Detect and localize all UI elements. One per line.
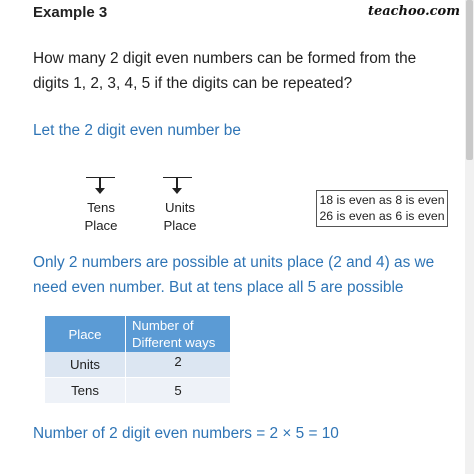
- ways-table: [45, 316, 230, 403]
- note-line2: 26 is even as 6 is even: [319, 209, 445, 223]
- table-row: [45, 352, 230, 378]
- table-header-row: [45, 316, 230, 352]
- question-text: How many 2 digit even numbers can be formed from the digits 1, 2, 3, 4, 5 if the digits can be repeated?: [33, 50, 417, 92]
- table-row: [45, 378, 230, 404]
- units-place-label: [155, 199, 205, 235]
- header-place: Place: [45, 316, 126, 352]
- units-label-line2: Place: [163, 218, 197, 233]
- header-ways-line1: Number of: [132, 318, 194, 333]
- row-ways-cell: 5: [126, 378, 231, 404]
- vertical-scrollbar[interactable]: [465, 0, 474, 474]
- units-label-line1: Units: [164, 200, 196, 215]
- explanation-text: Only 2 numbers are possible at units place (2 and 4) as we need even number. But at tens place all 5 are possible: [33, 254, 435, 296]
- tens-label-line1: Tens: [87, 200, 115, 215]
- note-line1: 18 is even as 8 is even: [319, 193, 445, 207]
- tens-place-marker: [86, 177, 115, 190]
- brand-logo: teachoo.com: [367, 4, 460, 19]
- units-place-marker: [163, 177, 192, 190]
- header-ways: [126, 316, 231, 352]
- scrollbar-thumb[interactable]: [466, 0, 473, 160]
- tens-label-line2: Place: [84, 218, 118, 233]
- tens-place-label: [78, 199, 124, 235]
- row-place-cell: Tens: [45, 378, 126, 404]
- row-ways-cell: 2: [126, 352, 231, 378]
- header-ways-line2: Different ways: [132, 335, 216, 350]
- row-place-cell: Units: [45, 352, 126, 378]
- example-title: Example 3: [33, 4, 108, 21]
- let-statement: Let the 2 digit even number be: [33, 122, 241, 139]
- note-box: [316, 190, 448, 227]
- result-text: Number of 2 digit even numbers = 2 × 5 = 10: [33, 425, 339, 442]
